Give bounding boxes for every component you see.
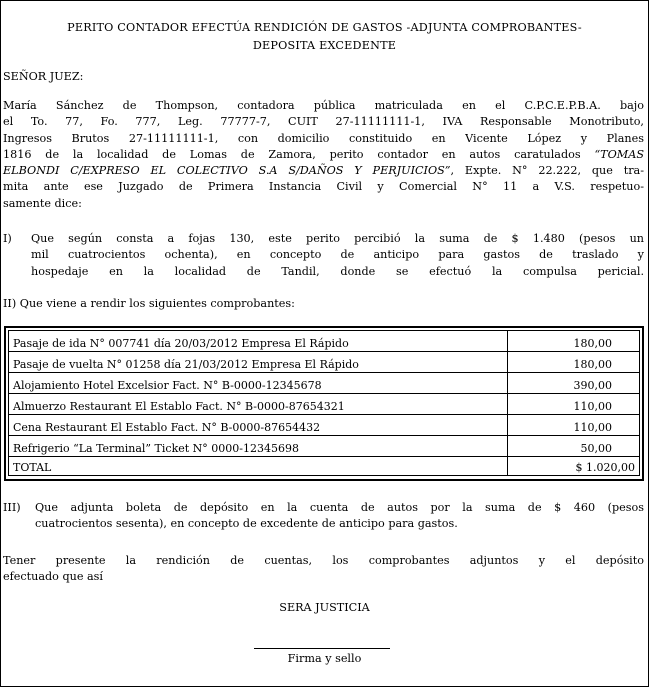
receipt-amount: 110,00 [508, 415, 640, 436]
receipt-amount: 180,00 [508, 352, 640, 373]
intro-paragraph [3, 98, 644, 212]
sign-off: SERA JUSTICIA [279, 601, 370, 614]
item-1-line-2: mil cuatrocientos ochenta), en concepto de anticipo para gastos de traslado y [31, 248, 644, 262]
item-1-line-3: hospedaje en la localidad de Tandil, donde se efectuó la compulsa pericial. [31, 264, 644, 278]
intro-line-4-text: 1816 de la localidad de Lomas de Zamora, perito contador en autos caratulados [3, 147, 595, 161]
intro-line-4 [3, 147, 644, 163]
closing-line-2: efectuado que así [3, 570, 104, 583]
item-2-text: Que viene a rendir los siguientes comprobantes: [19, 297, 295, 310]
intro-line-7: samente dice: [3, 196, 82, 210]
salutation: SEÑOR JUEZ: [3, 70, 84, 83]
receipt-row [9, 394, 640, 415]
receipt-concept: Alojamiento Hotel Excelsior Fact. N° B-0000-12345678 [9, 373, 508, 394]
page-border-top [0, 0, 649, 1]
item-2 [3, 296, 644, 312]
receipt-amount: 180,00 [508, 331, 640, 352]
receipt-amount: 50,00 [508, 436, 640, 457]
intro-line-6: mita ante ese Juzgado de Primera Instancia Civil y Comercial N° 11 a V.S. respetuo- [3, 180, 644, 194]
page-border-left [0, 0, 1, 687]
item-3-number: III) [3, 501, 21, 514]
total-row [9, 457, 640, 476]
receipt-amount: 390,00 [508, 373, 640, 394]
item-3-text [35, 500, 644, 532]
intro-line-3: Ingresos Brutos 27-11111111-1, con domicilio constituido en Vicente López y Planes [3, 131, 644, 145]
item-1-number: I) [3, 232, 12, 245]
title-line-1: PERITO CONTADOR EFECTÚA RENDICIÓN DE GASTOS -ADJUNTA COMPROBANTES- [67, 21, 582, 34]
intro-line-5 [3, 163, 644, 179]
item-2-number: II) [3, 297, 17, 310]
receipt-row [9, 415, 640, 436]
receipt-row [9, 352, 640, 373]
document-title [0, 19, 649, 55]
receipt-concept: Cena Restaurant El Establo Fact. N° B-0000-87654432 [9, 415, 508, 436]
total-label: TOTAL [9, 457, 508, 476]
item-3-line-1: Que adjunta boleta de depósito en la cuenta de autos por la suma de $ 460 (pesos [35, 501, 644, 514]
receipt-amount: 110,00 [508, 394, 640, 415]
closing-paragraph [3, 553, 644, 585]
case-title-start: “TOMAS [594, 147, 644, 161]
signature-line [254, 648, 390, 649]
closing-line-1: Tener presente la rendición de cuentas, los comprobantes adjuntos y el depósito [3, 554, 644, 567]
receipt-concept: Pasaje de ida N° 007741 día 20/03/2012 Empresa El Rápido [9, 331, 508, 352]
receipt-concept: Refrigerio “La Terminal” Ticket N° 0000-12345698 [9, 436, 508, 457]
title-line-2: DEPOSITA EXCEDENTE [252, 39, 397, 52]
item-1-text [31, 231, 644, 280]
total-amount: $ 1.020,00 [508, 457, 640, 476]
receipts-table-frame [4, 326, 644, 481]
intro-line-1: María Sánchez de Thompson, contadora pública matriculada en el C.P.C.E.P.B.A. bajo [3, 99, 644, 112]
receipts-table [8, 330, 640, 476]
intro-line-5-text: , Expte. N° 22.222, que tra- [450, 164, 645, 178]
receipt-concept: Almuerzo Restaurant El Establo Fact. N° B-0000-87654321 [9, 394, 508, 415]
item-1-line-1: Que según consta a fojas 130, este perito percibió la suma de $ 1.480 (pesos un [31, 232, 644, 245]
receipt-row [9, 373, 640, 394]
case-title-end: ELBONDI C/EXPRESO EL COLECTIVO S.A S/DAÑOS Y PERJUICIOS” [3, 164, 451, 178]
signature-label: Firma y sello [287, 652, 362, 665]
intro-line-2: el To. 77, Fo. 777, Leg. 77777-7, CUIT 27-11111111-1, IVA Responsable Monotributo, [3, 115, 644, 129]
receipt-concept: Pasaje de vuelta N° 01258 día 21/03/2012 Empresa El Rápido [9, 352, 508, 373]
receipt-row [9, 331, 640, 352]
item-3-line-2: cuatrocientos sesenta), en concepto de excedente de anticipo para gastos. [35, 517, 458, 530]
receipt-row [9, 436, 640, 457]
